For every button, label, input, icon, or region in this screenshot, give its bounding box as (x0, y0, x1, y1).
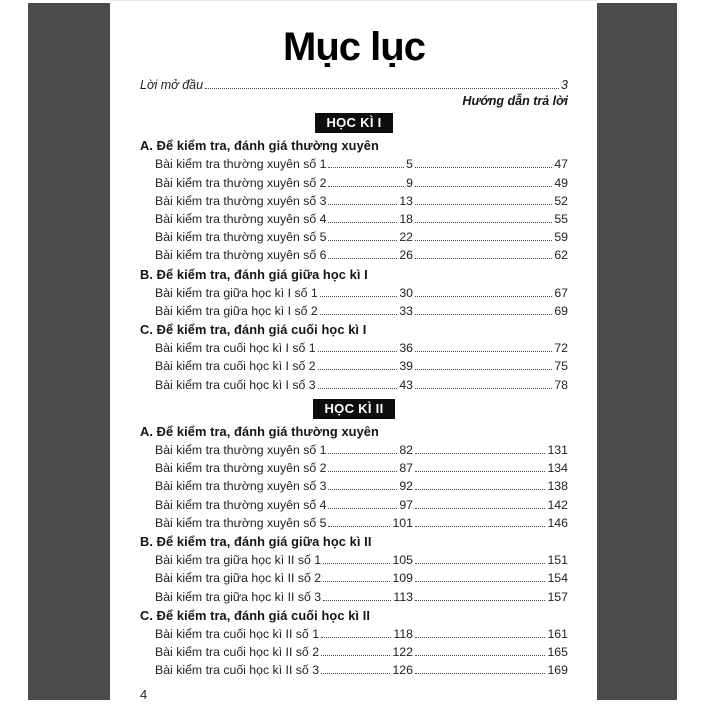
toc-entry (140, 355, 568, 373)
toc-entry-answer-page: 146 (547, 515, 568, 530)
toc-entry (140, 585, 568, 603)
toc-body (140, 113, 568, 677)
dot-leader (323, 581, 390, 582)
toc-entry-answer-page: 75 (554, 359, 568, 374)
toc-entry-exam-page: 13 (399, 193, 413, 208)
dot-leader (415, 600, 545, 601)
toc-entry-label: Bài kiểm tra giữa học kì I số 1 (155, 285, 318, 300)
toc-entry-left (155, 230, 413, 244)
dot-leader (205, 88, 559, 89)
toc-entry (140, 493, 568, 511)
toc-entry (140, 457, 568, 475)
toc-entry-exam-page: 113 (393, 589, 413, 604)
toc-entry-label: Bài kiểm tra thường xuyên số 2 (155, 461, 327, 476)
dot-leader (415, 453, 545, 454)
toc-entry-left (155, 571, 413, 585)
toc-entry-label: Bài kiểm tra thường xuyên số 2 (155, 175, 327, 190)
toc-entry-left (155, 645, 413, 659)
toc-entry-left (155, 479, 413, 493)
toc-entry-answer-page: 169 (547, 663, 568, 678)
toc-entry (140, 439, 568, 457)
dot-leader (320, 296, 398, 297)
toc-entry-exam-page: 33 (399, 303, 413, 318)
toc-entry (140, 373, 568, 391)
toc-entry-left (155, 194, 413, 208)
dot-leader (415, 526, 545, 527)
semester-block (140, 113, 568, 392)
toc-entry (140, 623, 568, 641)
toc-entry-exam-page: 126 (392, 663, 413, 678)
dot-leader (415, 489, 545, 490)
toc-entry-left (155, 516, 413, 530)
toc-entry-answer-page: 142 (547, 497, 568, 512)
toc-entry-left (155, 553, 413, 567)
dot-leader (415, 369, 552, 370)
toc-entry-exam-page: 82 (399, 443, 413, 457)
folio-page-number: 4 (140, 687, 148, 703)
toc-entry-label: Bài kiểm tra giữa học kì I số 2 (155, 303, 318, 318)
toc-entry (140, 300, 568, 318)
dot-leader (328, 204, 397, 205)
section-heading: C. Để kiểm tra, đánh giá cuối học kì II (140, 607, 371, 623)
dot-leader (415, 673, 545, 674)
toc-entry-answer-page: 157 (547, 589, 568, 604)
dot-leader (415, 351, 552, 352)
dot-leader (415, 204, 552, 205)
toc-entry-exam-page: 26 (399, 248, 413, 263)
toc-entry-label: Bài kiểm tra thường xuyên số 5 (155, 230, 327, 245)
toc-entry-answer-page: 62 (554, 248, 568, 263)
toc-entry-exam-page: 122 (392, 645, 413, 660)
toc-entry-answer-page: 47 (554, 157, 568, 172)
toc-entry-exam-page: 22 (399, 230, 413, 245)
toc-entry-exam-page: 118 (393, 626, 413, 641)
section-heading: A. Để kiểm tra, đánh giá thường xuyên (140, 423, 379, 439)
toc-entry-label: Bài kiểm tra thường xuyên số 1 (155, 157, 327, 172)
dot-leader (415, 508, 545, 509)
dot-leader (328, 453, 397, 454)
toc-entry-left (155, 304, 413, 318)
toc-entry-left (155, 176, 413, 190)
section-heading: C. Để kiểm tra, đánh giá cuối học kì I (140, 322, 367, 338)
dot-leader (328, 186, 404, 187)
toc-entry (140, 208, 568, 226)
toc-entry-exam-page: 18 (399, 211, 413, 226)
dot-leader (415, 471, 545, 472)
toc-entry (140, 226, 568, 244)
dot-leader (318, 351, 398, 352)
dot-leader (321, 655, 390, 656)
intro-page: 3 (561, 78, 568, 92)
semester-badge-row (140, 399, 568, 419)
toc-entry-exam-page: 87 (399, 461, 413, 476)
toc-entry-answer-page: 67 (554, 285, 568, 300)
answer-column-caption: Hướng dẫn trả lời (462, 94, 568, 108)
toc-entry-label: Bài kiểm tra giữa học kì II số 3 (155, 589, 322, 604)
dot-leader (415, 637, 545, 638)
toc-entry-left (155, 461, 413, 475)
toc-entry-answer-page: 59 (554, 230, 568, 245)
toc-entry-label: Bài kiểm tra thường xuyên số 4 (155, 497, 327, 512)
toc-entry (140, 190, 568, 208)
toc-entry-label: Bài kiểm tra giữa học kì II số 2 (155, 571, 322, 586)
toc-entry-label: Bài kiểm tra cuối học kì I số 2 (155, 359, 316, 374)
toc-entry-left (155, 378, 413, 392)
toc-entry-exam-page: 109 (392, 571, 413, 586)
dot-leader (328, 489, 397, 490)
semester-block (140, 399, 568, 678)
toc-entry-answer-page: 151 (547, 553, 568, 568)
dot-leader (328, 508, 397, 509)
toc-entry (140, 659, 568, 677)
dot-leader (318, 388, 398, 389)
dot-leader (415, 388, 552, 389)
toc-entry-left (155, 286, 413, 300)
dot-leader (415, 240, 552, 241)
toc-entry-answer-page: 52 (554, 193, 568, 208)
dot-leader (321, 673, 390, 674)
dot-leader (415, 655, 545, 656)
toc-entry (140, 244, 568, 262)
toc-entry-exam-page: 39 (399, 359, 413, 374)
toc-entry-left (155, 627, 413, 641)
toc-entry-label: Bài kiểm tra cuối học kì I số 1 (155, 341, 316, 356)
toc-entry (140, 549, 568, 567)
dot-leader (415, 563, 545, 564)
toc-entry-label: Bài kiểm tra giữa học kì II số 1 (155, 553, 322, 568)
intro-label: Lời mở đầu (140, 78, 204, 92)
toc-entry-label: Bài kiểm tra thường xuyên số 1 (155, 443, 327, 457)
dot-leader (415, 222, 552, 223)
dot-leader (328, 471, 397, 472)
toc-entry-left (155, 443, 413, 457)
toc-entry-answer-page: 49 (554, 175, 568, 190)
toc-entry-exam-page: 101 (392, 515, 413, 530)
toc-entry-left (155, 248, 413, 262)
toc-entry-label: Bài kiểm tra thường xuyên số 5 (155, 515, 327, 530)
dot-leader (328, 222, 397, 223)
toc-entry-label: Bài kiểm tra thường xuyên số 4 (155, 211, 327, 226)
toc-entry-exam-page: 105 (392, 553, 413, 568)
dot-leader (415, 186, 552, 187)
toc-page (110, 0, 597, 704)
backdrop-right (597, 3, 677, 700)
toc-entry-answer-page: 138 (547, 479, 568, 494)
section-heading: A. Để kiểm tra, đánh giá thường xuyên (140, 138, 379, 154)
toc-entry-answer-page: 165 (547, 645, 568, 660)
page-title: Mục lục (283, 25, 425, 69)
dot-leader (321, 637, 391, 638)
dot-leader (323, 563, 390, 564)
semester-badge: HỌC KÌ II (313, 399, 394, 419)
dot-leader (415, 167, 552, 168)
toc-entry (140, 512, 568, 530)
toc-entry-left (155, 212, 413, 226)
toc-entry-answer-page: 154 (547, 571, 568, 586)
semester-badge-row (140, 113, 568, 133)
toc-entry-exam-page: 30 (399, 285, 413, 300)
toc-entry-left (155, 663, 413, 677)
toc-entry-left (155, 359, 413, 373)
toc-entry-label: Bài kiểm tra cuối học kì II số 1 (155, 626, 320, 641)
dot-leader (320, 314, 398, 315)
dot-leader (415, 314, 552, 315)
toc-entry-answer-page: 78 (554, 377, 568, 392)
dot-leader (328, 167, 404, 168)
toc-entry-exam-page: 9 (406, 175, 413, 190)
section-heading: B. Để kiểm tra, đánh giá giữa học kì II (140, 533, 372, 549)
toc-entry-exam-page: 97 (399, 497, 413, 512)
dot-leader (328, 258, 397, 259)
dot-leader (328, 526, 390, 527)
toc-entry-answer-page: 161 (547, 626, 568, 641)
toc-entry-label: Bài kiểm tra cuối học kì II số 2 (155, 645, 320, 660)
semester-badge: HỌC KÌ I (315, 113, 392, 133)
backdrop-left (28, 3, 110, 700)
toc-entry (140, 641, 568, 659)
toc-entry-left (155, 157, 413, 171)
toc-entry (140, 171, 568, 189)
toc-entry-answer-page: 131 (547, 443, 568, 457)
toc-entry-label: Bài kiểm tra thường xuyên số 3 (155, 193, 327, 208)
dot-leader (318, 369, 398, 370)
toc-entry (140, 153, 568, 171)
toc-entry-exam-page: 92 (399, 479, 413, 494)
dot-leader (415, 296, 552, 297)
toc-entry-label: Bài kiểm tra thường xuyên số 3 (155, 479, 327, 494)
toc-entry (140, 567, 568, 585)
toc-entry-label: Bài kiểm tra cuối học kì I số 3 (155, 377, 316, 392)
toc-entry-answer-page: 72 (554, 341, 568, 356)
toc-entry-intro (140, 76, 568, 92)
toc-entry-label: Bài kiểm tra cuối học kì II số 3 (155, 663, 320, 678)
toc-entry (140, 337, 568, 355)
dot-leader (323, 600, 391, 601)
toc-entry-answer-page: 134 (547, 461, 568, 476)
dot-leader (415, 258, 552, 259)
toc-entry-left (155, 498, 413, 512)
section-heading: B. Để kiểm tra, đánh giá giữa học kì I (140, 266, 368, 282)
toc-entry-exam-page: 5 (406, 157, 413, 172)
toc-entry-label: Bài kiểm tra thường xuyên số 6 (155, 248, 327, 263)
toc-entry-left (155, 590, 413, 604)
toc-entry-answer-page: 69 (554, 303, 568, 318)
toc-entry-answer-page: 55 (554, 211, 568, 226)
dot-leader (328, 240, 397, 241)
toc-entry-exam-page: 36 (399, 341, 413, 356)
toc-entry (140, 282, 568, 300)
dot-leader (415, 581, 545, 582)
toc-entry (140, 475, 568, 493)
toc-entry-exam-page: 43 (399, 377, 413, 392)
toc-entry-left (155, 341, 413, 355)
